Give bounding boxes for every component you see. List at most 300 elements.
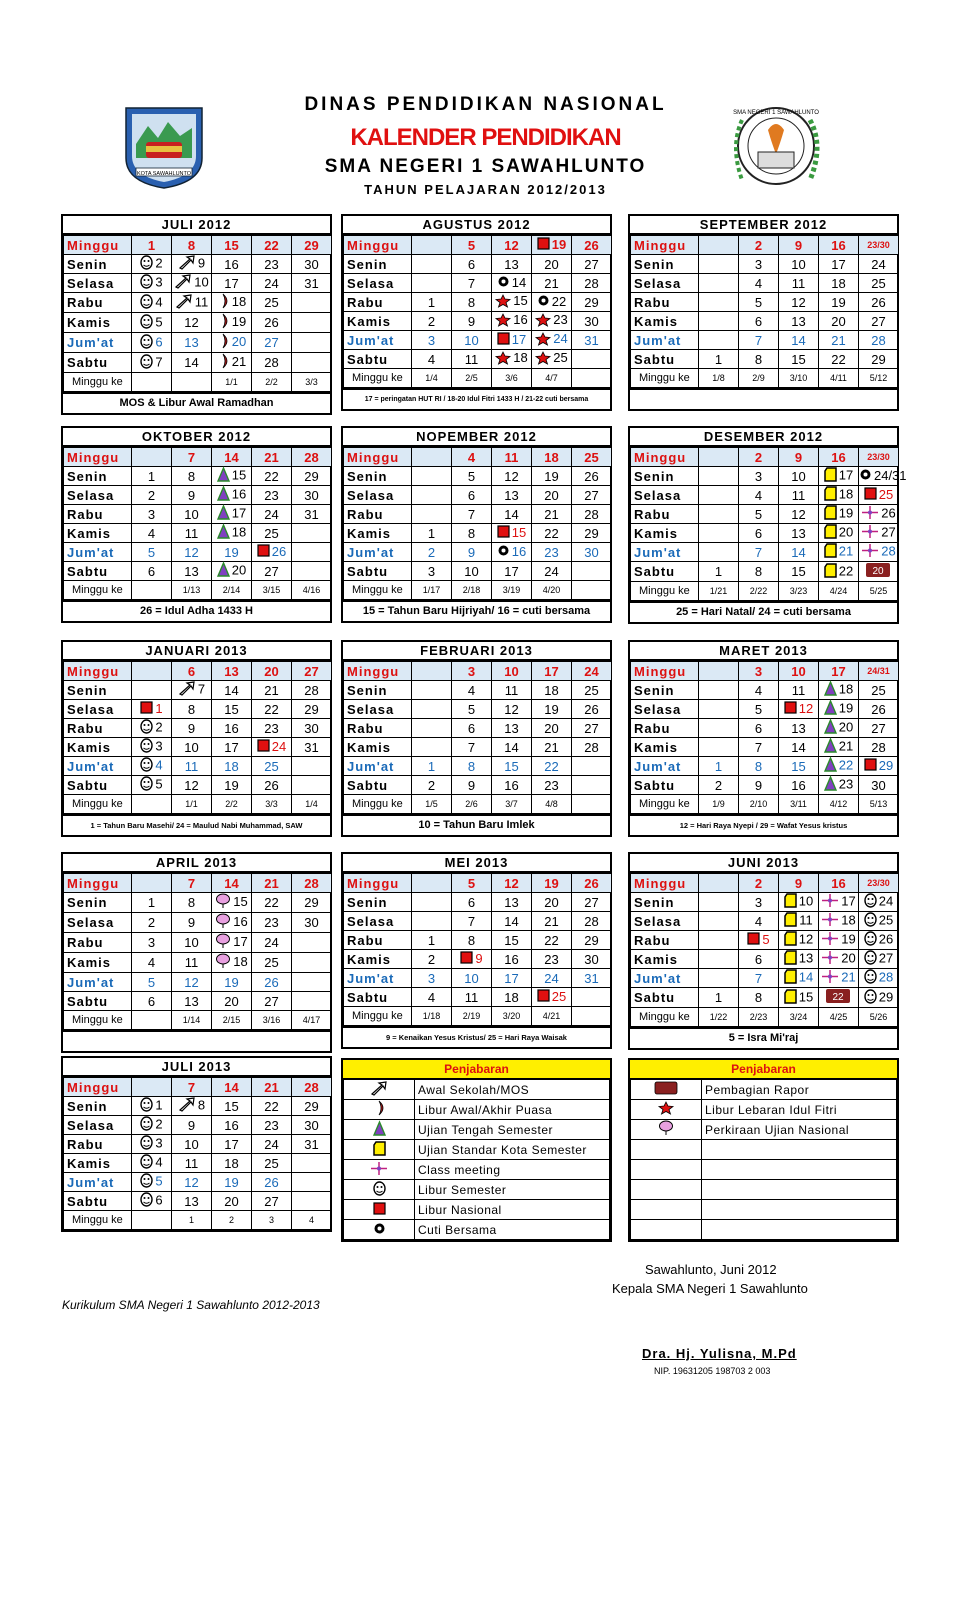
day-cell xyxy=(292,274,332,293)
day-number: 20 xyxy=(264,663,279,679)
day-number: 1 xyxy=(147,895,156,910)
day-cell xyxy=(739,236,779,255)
day-cell xyxy=(452,912,492,931)
day-name: Sabtu xyxy=(64,353,132,373)
week-row xyxy=(344,681,612,700)
day-number: 20 xyxy=(231,562,247,578)
day-cell xyxy=(292,467,332,486)
week-row xyxy=(631,293,899,312)
day-number: 24 xyxy=(553,331,568,347)
day-cell xyxy=(172,893,212,913)
face-icon xyxy=(864,969,877,987)
day-cell xyxy=(859,331,899,350)
day-cell xyxy=(292,255,332,274)
day-cell xyxy=(412,700,452,719)
week-row xyxy=(631,236,899,255)
day-number: 8 xyxy=(187,895,196,910)
week-number-row xyxy=(64,795,332,814)
day-name: Selasa xyxy=(631,912,699,931)
day-cell xyxy=(132,236,172,255)
face-icon xyxy=(864,950,877,968)
day-number: 11 xyxy=(194,293,209,309)
day-cell xyxy=(572,719,612,738)
week-number: 5/12 xyxy=(859,369,899,388)
day-name: Sabtu xyxy=(344,350,412,369)
day-cell xyxy=(572,757,612,776)
day-cell xyxy=(172,992,212,1011)
day-cell xyxy=(699,467,739,486)
day-cell xyxy=(132,448,172,467)
month-calendar xyxy=(628,214,899,411)
day-name: Rabu xyxy=(631,293,699,312)
day-number: 9 xyxy=(467,313,476,329)
day-cell xyxy=(212,313,252,333)
week-row xyxy=(344,757,612,776)
day-name: Senin xyxy=(64,1097,132,1116)
cross-icon xyxy=(821,893,839,911)
day-cell xyxy=(172,236,212,255)
day-cell xyxy=(492,719,532,738)
day-name: Jum'at xyxy=(64,543,132,562)
week-number: 2/2 xyxy=(212,795,252,814)
day-cell xyxy=(532,486,572,505)
legend-table-left xyxy=(341,1058,612,1242)
legend-title: Penjabaran xyxy=(630,1060,897,1079)
day-number: 7 xyxy=(187,449,196,465)
day-cell xyxy=(292,353,332,373)
day-cell xyxy=(452,350,492,369)
day-name: Senin xyxy=(64,893,132,913)
city-logo-text: KOTA SAWAHLUNTO xyxy=(136,171,192,177)
cross-icon xyxy=(861,505,879,523)
day-name: Senin xyxy=(344,893,412,912)
day-cell xyxy=(699,312,739,331)
day-cell xyxy=(132,1173,172,1192)
day-number: 12 xyxy=(504,237,519,253)
day-number: 4 xyxy=(147,955,156,970)
day-name: Selasa xyxy=(64,486,132,505)
day-number: 26 xyxy=(264,1174,279,1190)
day-cell xyxy=(212,719,252,738)
day-cell xyxy=(172,1097,212,1116)
day-cell xyxy=(452,312,492,331)
week-number: 3/23 xyxy=(779,582,819,601)
day-cell xyxy=(532,738,572,757)
day-name: Rabu xyxy=(64,293,132,313)
face-icon xyxy=(140,757,153,775)
day-cell xyxy=(739,448,779,467)
day-cell xyxy=(819,874,859,893)
day-number: 1 xyxy=(427,932,436,948)
day-number: 7 xyxy=(754,544,763,560)
day-cell xyxy=(452,988,492,1007)
day-number: 6 xyxy=(754,525,763,541)
day-cell xyxy=(819,350,859,369)
legend-label xyxy=(702,1200,897,1220)
day-number: 23 xyxy=(264,256,279,272)
day-number: 3 xyxy=(754,256,763,272)
week-row xyxy=(631,874,899,893)
day-cell xyxy=(739,312,779,331)
day-cell xyxy=(292,333,332,353)
week-row xyxy=(344,700,612,719)
week-row xyxy=(64,467,332,486)
day-cell xyxy=(412,543,452,562)
day-name: Kamis xyxy=(344,312,412,331)
day-number: 19 xyxy=(831,294,846,310)
day-cell xyxy=(739,757,779,776)
legend-row xyxy=(631,1080,897,1100)
week-row xyxy=(64,953,332,973)
day-cell xyxy=(212,1154,252,1173)
day-cell xyxy=(699,757,739,776)
week-number-row xyxy=(631,1008,899,1027)
day-cell xyxy=(132,874,172,893)
red-square-icon xyxy=(497,525,510,541)
day-number: 23 xyxy=(544,951,559,967)
day-number: 28 xyxy=(584,275,599,291)
arrow-icon xyxy=(178,255,196,273)
day-cell xyxy=(172,293,212,313)
day-number: 6 xyxy=(147,563,156,579)
cross-icon xyxy=(861,543,879,561)
legend-row xyxy=(631,1200,897,1220)
day-number: 12 xyxy=(504,701,519,717)
day-cell xyxy=(859,312,899,331)
agency-title: DINAS PENDIDIKAN NASIONAL xyxy=(304,94,667,115)
day-number: 19 xyxy=(838,700,854,716)
day-cell xyxy=(699,505,739,524)
day-number: 26 xyxy=(881,505,896,521)
day-number: 15 xyxy=(798,988,814,1004)
day-cell xyxy=(252,953,292,973)
day-cell xyxy=(292,973,332,992)
month-calendar xyxy=(341,852,612,1049)
day-number: 11 xyxy=(504,449,519,465)
day-cell xyxy=(779,255,819,274)
day-cell xyxy=(452,505,492,524)
day-number: 22 xyxy=(544,758,559,774)
day-number: 18 xyxy=(831,275,846,291)
day-number: 29 xyxy=(304,701,319,717)
day-name: Sabtu xyxy=(64,992,132,1011)
week-row xyxy=(64,757,332,776)
legend-label: Cuti Bersama xyxy=(415,1220,610,1240)
day-number: 10 xyxy=(798,893,814,909)
day-cell xyxy=(212,973,252,992)
day-number: 9 xyxy=(467,777,476,793)
principal-name: Dra. Hj. Yulisna, M.Pd xyxy=(642,1346,797,1361)
week-number: 1/4 xyxy=(412,369,452,388)
week-number: 3/15 xyxy=(252,581,292,600)
week-label: Minggu ke xyxy=(64,1011,132,1030)
day-cell xyxy=(452,448,492,467)
day-cell xyxy=(412,893,452,912)
day-cell xyxy=(252,1097,292,1116)
yellow-square-icon xyxy=(784,893,797,911)
legend-label xyxy=(702,1140,897,1160)
day-number: 24 xyxy=(264,506,279,522)
day-number: 5 xyxy=(155,776,163,792)
day-number: 1 xyxy=(714,351,723,367)
day-cell xyxy=(819,776,859,795)
day-name: Selasa xyxy=(631,274,699,293)
week-number: 3/6 xyxy=(492,369,532,388)
day-cell xyxy=(779,681,819,700)
day-cell xyxy=(132,467,172,486)
day-cell xyxy=(132,505,172,524)
day-number: 29 xyxy=(878,757,894,773)
day-cell xyxy=(172,448,212,467)
day-cell xyxy=(212,524,252,543)
day-cell xyxy=(739,662,779,681)
day-number: 12 xyxy=(504,875,519,891)
day-cell xyxy=(172,524,212,543)
day-cell xyxy=(132,953,172,973)
week-row xyxy=(631,776,899,795)
day-cell xyxy=(779,988,819,1008)
week-row xyxy=(631,448,899,467)
day-cell xyxy=(172,953,212,973)
day-number: 2 xyxy=(754,237,763,253)
day-name: Minggu xyxy=(64,448,132,467)
day-number: 21 xyxy=(831,332,846,348)
day-cell xyxy=(252,313,292,333)
legend-label: Libur Lebaran Idul Fitri xyxy=(702,1100,897,1120)
day-number: 5 xyxy=(762,931,770,947)
day-number: 10 xyxy=(194,274,209,290)
day-number: 21 xyxy=(841,969,856,985)
day-number: 26 xyxy=(264,315,279,330)
week-row xyxy=(64,562,332,581)
day-cell xyxy=(739,293,779,312)
day-cell xyxy=(819,757,859,776)
week-row xyxy=(64,274,332,293)
day-cell xyxy=(212,992,252,1011)
day-number: 2 xyxy=(427,777,436,793)
day-cell xyxy=(132,1116,172,1135)
day-number: 17 xyxy=(838,467,854,483)
week-label: Minggu ke xyxy=(631,582,699,601)
day-number: 4 xyxy=(155,1154,163,1170)
day-cell xyxy=(292,293,332,313)
day-number: 27 xyxy=(584,894,599,910)
day-name: Kamis xyxy=(344,738,412,757)
day-name: Senin xyxy=(631,893,699,912)
week-row xyxy=(64,524,332,543)
day-cell xyxy=(452,950,492,969)
day-cell xyxy=(172,274,212,293)
day-cell xyxy=(412,236,452,255)
day-cell xyxy=(779,524,819,543)
yellow-square-icon xyxy=(784,912,797,930)
day-cell xyxy=(532,681,572,700)
day-number: 9 xyxy=(754,777,763,793)
day-cell xyxy=(172,313,212,333)
day-cell xyxy=(212,562,252,581)
day-cell xyxy=(212,933,252,953)
day-cell xyxy=(132,992,172,1011)
triangle-icon xyxy=(824,700,837,718)
day-cell xyxy=(532,274,572,293)
triangle-icon xyxy=(217,467,230,485)
week-number: 4 xyxy=(292,1211,332,1230)
day-name: Senin xyxy=(631,467,699,486)
week-number-row xyxy=(344,795,612,814)
legend-label: Libur Nasional xyxy=(415,1200,610,1220)
day-cell xyxy=(779,912,819,931)
day-cell xyxy=(212,776,252,795)
day-cell xyxy=(412,757,452,776)
day-cell xyxy=(779,662,819,681)
day-cell xyxy=(859,700,899,719)
week-row xyxy=(64,333,332,353)
day-number: 26 xyxy=(264,974,279,990)
day-number: 19 xyxy=(544,875,559,891)
week-number-row xyxy=(631,369,899,388)
day-number: 2 xyxy=(427,313,436,329)
day-cell xyxy=(532,543,572,562)
day-cell xyxy=(292,681,332,700)
day-cell xyxy=(819,681,859,700)
day-number: 25 xyxy=(584,682,599,698)
day-cell xyxy=(699,700,739,719)
day-cell xyxy=(492,874,532,893)
day-cell xyxy=(412,681,452,700)
day-cell xyxy=(132,333,172,353)
day-cell xyxy=(572,700,612,719)
day-number: 23 xyxy=(264,915,279,930)
day-cell xyxy=(739,543,779,562)
week-row xyxy=(344,543,612,562)
day-name: Minggu xyxy=(631,662,699,681)
day-number: 11 xyxy=(184,1155,199,1171)
day-number: 22 xyxy=(264,895,279,910)
week-row xyxy=(64,874,332,893)
day-number: 21 xyxy=(544,275,559,291)
month-note: 17 = peringatan HUT RI / 18-20 Idul Fitri 1433 H / 21-22 cuti bersama xyxy=(343,388,610,409)
month-title: JULI 2013 xyxy=(63,1058,330,1077)
day-cell xyxy=(819,969,859,988)
day-cell xyxy=(699,274,739,293)
school-name: SMA NEGERI 1 SAWAHLUNTO xyxy=(324,156,647,177)
day-number: 9 xyxy=(197,255,206,271)
star-icon xyxy=(495,313,511,330)
cross-icon xyxy=(861,524,879,542)
day-cell xyxy=(739,255,779,274)
week-number: 2/2 xyxy=(252,373,292,392)
day-cell xyxy=(819,486,859,505)
day-cell xyxy=(492,988,532,1007)
day-cell xyxy=(292,448,332,467)
day-number: 5 xyxy=(155,1173,163,1189)
day-cell xyxy=(532,719,572,738)
day-name: Senin xyxy=(64,467,132,486)
day-name: Jum'at xyxy=(631,543,699,562)
week-number: 5/26 xyxy=(859,1008,899,1027)
day-number: 14 xyxy=(224,875,239,891)
day-cell xyxy=(292,524,332,543)
day-number: 8 xyxy=(467,932,476,948)
week-row xyxy=(631,524,899,543)
day-cell xyxy=(859,893,899,912)
day-cell xyxy=(252,448,292,467)
day-name: Minggu xyxy=(344,874,412,893)
day-cell xyxy=(212,681,252,700)
day-number: 1 xyxy=(155,700,163,716)
day-number: 18 xyxy=(224,1155,239,1171)
day-number: 23/30 xyxy=(867,240,890,250)
balloon-icon xyxy=(215,913,231,932)
day-cell xyxy=(212,1097,252,1116)
day-name: Senin xyxy=(344,681,412,700)
day-cell xyxy=(172,1078,212,1097)
day-number: 12 xyxy=(184,1174,199,1190)
week-number: 1/22 xyxy=(699,1008,739,1027)
week-label: Minggu ke xyxy=(344,581,412,600)
day-cell xyxy=(819,505,859,524)
day-cell xyxy=(132,1154,172,1173)
day-number: 19 xyxy=(231,313,247,329)
day-number: 13 xyxy=(184,993,199,1009)
day-cell xyxy=(292,1078,332,1097)
day-number: 21 xyxy=(264,875,279,891)
day-name: Sabtu xyxy=(64,776,132,795)
day-number: 6 xyxy=(754,720,763,736)
week-number: 3/7 xyxy=(492,795,532,814)
day-cell xyxy=(172,1192,212,1211)
day-cell xyxy=(252,776,292,795)
week-number: 5/13 xyxy=(859,795,899,814)
day-number: 10 xyxy=(504,663,519,679)
day-cell xyxy=(739,719,779,738)
month-title: DESEMBER 2012 xyxy=(630,428,897,447)
day-number: 9 xyxy=(794,237,803,253)
day-number: 18 xyxy=(544,682,559,698)
day-number: 7 xyxy=(187,875,196,891)
day-cell xyxy=(492,681,532,700)
week-row xyxy=(631,331,899,350)
day-number: 9 xyxy=(187,1117,196,1133)
day-number: 15 xyxy=(224,1098,239,1114)
day-cell xyxy=(699,719,739,738)
day-cell xyxy=(532,912,572,931)
star-icon xyxy=(535,313,551,330)
day-number: 2 xyxy=(427,544,436,560)
day-name: Kamis xyxy=(631,738,699,757)
day-cell xyxy=(252,719,292,738)
day-number: 29 xyxy=(584,525,599,541)
day-number: 7 xyxy=(467,739,476,755)
day-number: 10 xyxy=(184,739,199,755)
day-number: 30 xyxy=(871,777,886,793)
day-cell xyxy=(172,700,212,719)
day-number: 5 xyxy=(155,313,163,329)
day-cell xyxy=(532,293,572,312)
week-number: 4/8 xyxy=(532,795,572,814)
month-note: MOS & Libur Awal Ramadhan xyxy=(63,392,330,413)
day-cell xyxy=(292,1135,332,1154)
day-cell xyxy=(572,681,612,700)
day-number: 14 xyxy=(184,355,199,370)
day-number: 18 xyxy=(838,486,854,502)
day-cell xyxy=(132,662,172,681)
day-cell xyxy=(172,333,212,353)
day-number: 10 xyxy=(184,935,199,950)
day-name: Rabu xyxy=(344,719,412,738)
day-cell xyxy=(779,274,819,293)
day-number: 1 xyxy=(147,468,156,484)
